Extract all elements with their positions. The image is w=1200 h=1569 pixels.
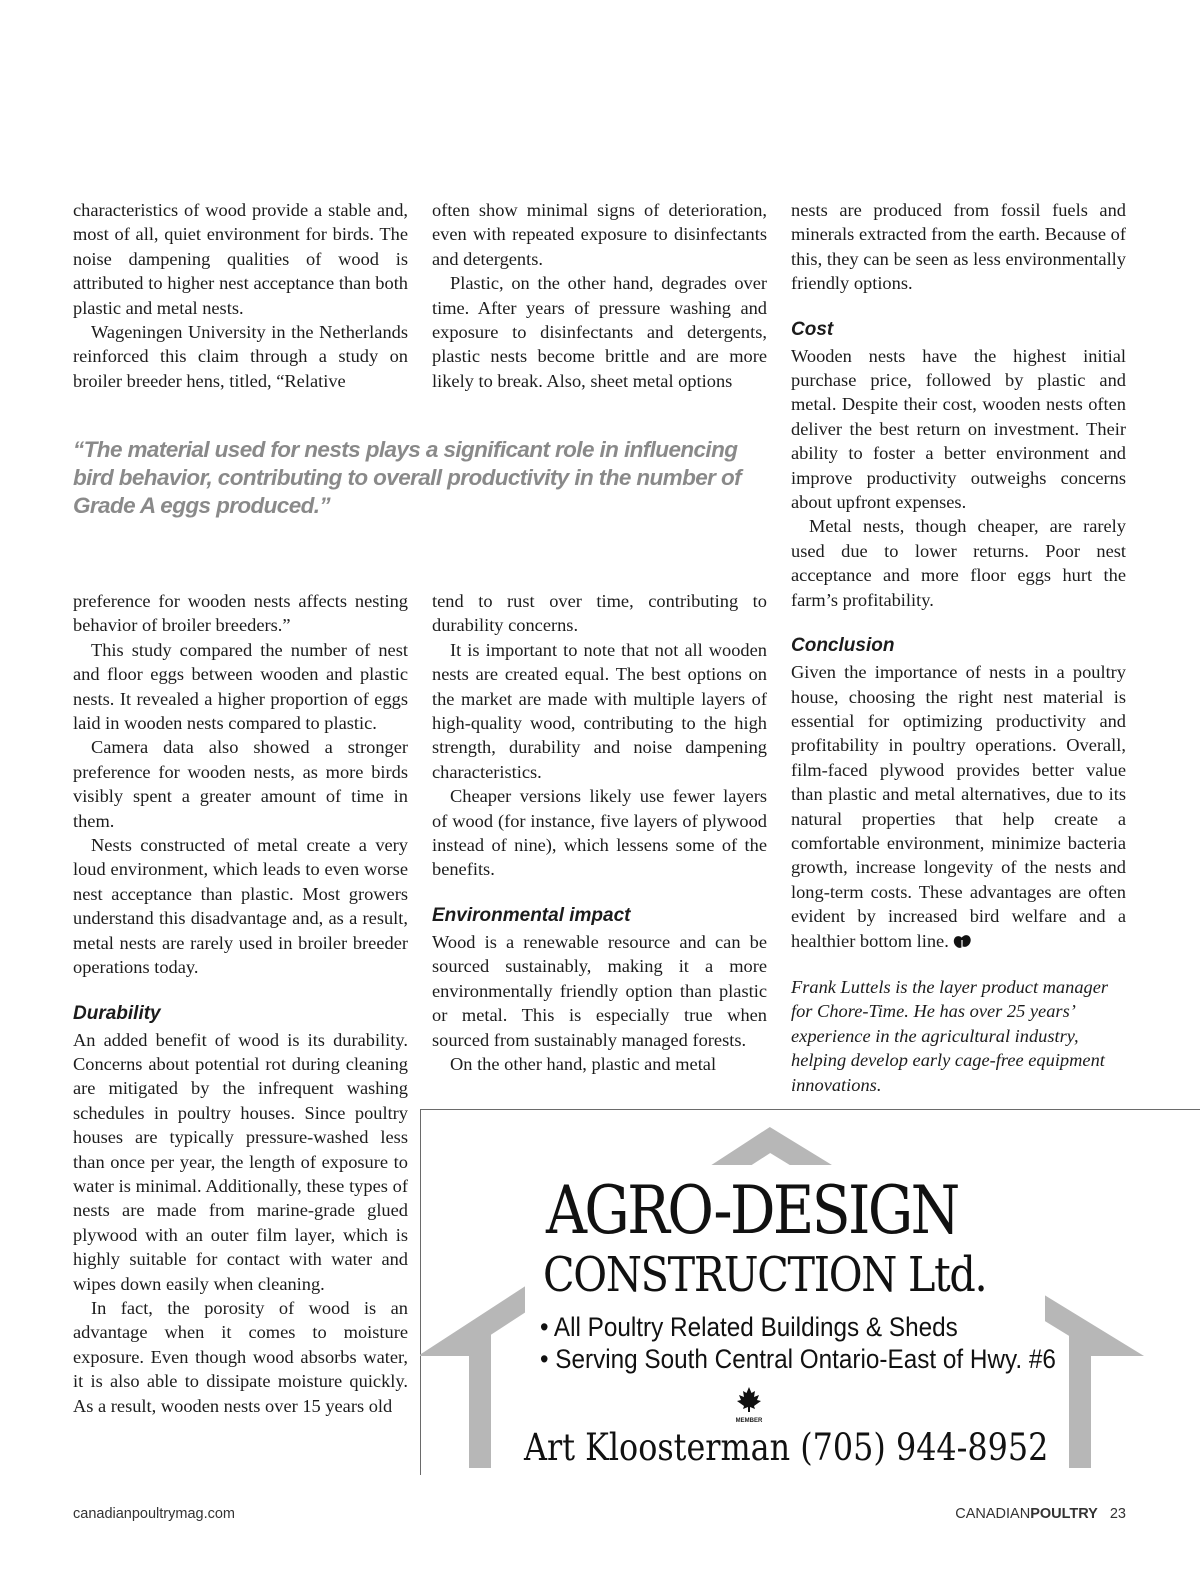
- paragraph: Camera data also showed a stronger preference for wooden nests, as more birds visibly spent a greater amount of time in them.: [73, 737, 408, 831]
- page-number: 23: [1109, 1506, 1126, 1522]
- paragraph: preference for wooden nests affects nesting behavior of broiler breeders.”: [73, 591, 408, 636]
- paragraph: Plastic, on the other hand, degrades over time. After years of pressure washing and exposure to disinfectants and detergents, plastic nests become brittle and are more likely to break. Also, sheet metal options: [432, 273, 767, 391]
- section-heading-environmental-impact: Environmental impact: [432, 904, 631, 926]
- ad-bullet-item: • Serving South Central Ontario-East of Hwy. #6: [540, 1344, 1056, 1374]
- paragraph: It is important to note that not all wooden nests are created equal. The best options on the market are made with multiple layers of high-quality wood, contributing to the high strength, durability and noise dampening characteristics.: [432, 639, 767, 782]
- column-1-bottom: [73, 589, 408, 1418]
- paragraph: Cheaper versions likely use fewer layers of wood (for instance, five layers of plywood instead of nine), which lessens some of the benefits.: [432, 786, 767, 880]
- ad-member-badge: [732, 1386, 766, 1428]
- paragraph: Wooden nests have the highest initial purchase price, followed by plastic and metal. Despite their cost, wooden nests often deliver the best return on investment. Their ability to foster a better environment and improve productivity outweighs concerns about upfront expenses.: [791, 345, 1126, 513]
- ad-company-subtitle: CONSTRUCTION Ltd.: [543, 1247, 987, 1303]
- paragraph: Nests constructed of metal create a very loud environment, which leads to even worse nest acceptance than plastic. Most growers understand this disadvantage and, as a result, metal nests are rarely used in broiler breeder operations today.: [73, 835, 408, 978]
- column-1-top: [73, 198, 408, 393]
- section-heading-cost: Cost: [791, 318, 834, 340]
- section-heading-conclusion: Conclusion: [791, 635, 895, 657]
- paragraph: In fact, the porosity of wood is an advantage when it comes to moisture exposure. Even though wood absorbs water, it is also able to dissipate moisture quickly. As a result, wooden nests over 15 years old: [73, 1297, 408, 1416]
- column-3: [791, 198, 1126, 1097]
- paragraph: An added benefit of wood is its durability. Concerns about potential rot during cleaning are mitigated by the infrequent washing schedules in poultry houses. Since poultry houses are typically pressure-washed less than once per year, the length of exposure to water is minimal. Additionally, these types of nests are made from marine-grade glued plywood with an outer film layer, which is highly suitable for contact with water and wipes down easily when cleaning.: [73, 1029, 408, 1294]
- paragraph: [791, 660, 1126, 953]
- paragraph: Wageningen University in the Netherlands reinforced this claim through a study on broiler breeder hens, titled, “Relative: [73, 322, 408, 391]
- paragraph: characteristics of wood provide a stable and, most of all, quiet environment for birds. The noise dampening qualities of wood is attributed to higher nest acceptance than both plastic and metal nests.: [73, 200, 408, 318]
- magazine-name-light: CANADIAN: [955, 1506, 1031, 1522]
- footer-magazine-folio: [955, 1506, 1126, 1522]
- magazine-name-bold: POULTRY: [1030, 1506, 1098, 1522]
- paragraph: tend to rust over time, contributing to durability concerns.: [432, 591, 767, 636]
- column-2-top: [432, 198, 767, 393]
- author-bio: Frank Luttels is the layer product manager for Chore-Time. He has over 25 years’ experience in the agricultural industry, helping develop early cage-free equipment innovations.: [791, 976, 1109, 1095]
- ad-company-name: AGRO-DESIGN: [546, 1172, 958, 1249]
- paragraph: Metal nests, though cheaper, are rarely used due to lower returns. Poor nest acceptance and more floor eggs hurt the farm’s profitability.: [791, 516, 1126, 610]
- footer-website: canadianpoultrymag.com: [73, 1506, 236, 1522]
- pull-quote: “The material used for nests plays a significant role in influencing bird behavior, contributing to overall productivity in the number of Grade A eggs produced.”: [73, 437, 741, 518]
- paragraph: On the other hand, plastic and metal: [450, 1053, 717, 1074]
- conclusion-text: Given the importance of nests in a poultry house, choosing the right nest material is essential for optimizing productivity and profitability in poultry operations. Overall, film-faced plywood provides better value than plastic and metal alternatives, due to its natural properties that help create a comfortable environment, minimize bacteria growth, increase longevity of the nests and long-term costs. These advantages are often evident by increased bird welfare and a healthier bottom line.: [791, 662, 1126, 951]
- paragraph: nests are produced from fossil fuels and minerals extracted from the earth. Because of this, they can be seen as less environmentally friendly options.: [791, 200, 1126, 294]
- paragraph: Wood is a renewable resource and can be sourced sustainably, making it a more environmentally friendly option than plastic or metal. This is especially true when sourced from sustainably managed forests.: [432, 931, 767, 1050]
- ad-bullet-item: • All Poultry Related Buildings & Sheds: [540, 1312, 958, 1342]
- column-2-bottom: [432, 589, 767, 1076]
- member-label: MEMBER: [735, 1418, 763, 1424]
- paragraph: often show minimal signs of deterioration, even with repeated exposure to disinfectants and detergents.: [432, 200, 767, 269]
- ad-contact-line: Art Kloosterman (705) 944-8952: [524, 1426, 1049, 1469]
- maple-leaf-icon: [735, 1386, 763, 1412]
- paragraph: This study compared the number of nest and floor eggs between wooden and plastic nests. It revealed a higher proportion of eggs laid in wooden nests compared to plastic.: [73, 639, 408, 734]
- section-heading-durability: Durability: [73, 1002, 161, 1024]
- leaf-end-mark-icon: [953, 933, 971, 949]
